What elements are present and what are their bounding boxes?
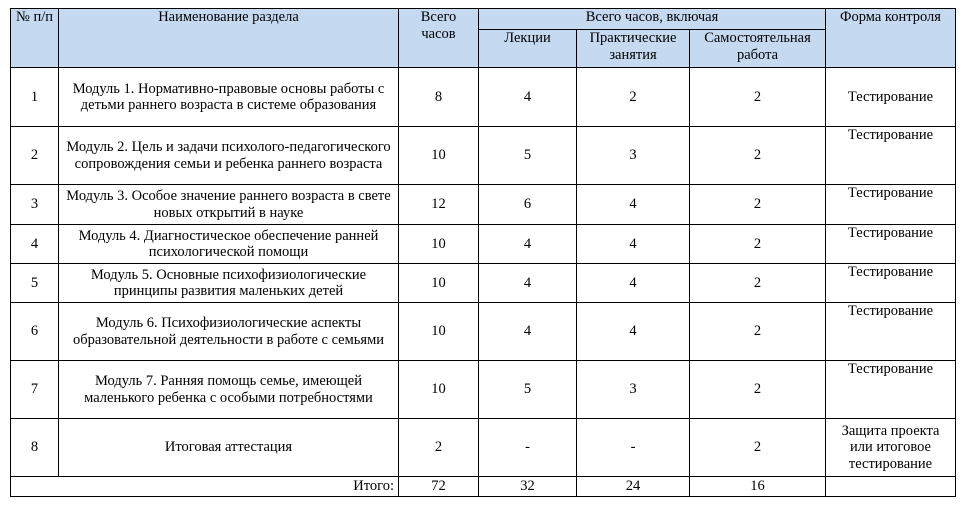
row-selfwork: 2 — [690, 303, 826, 361]
row-lectures: 4 — [479, 68, 577, 127]
row-lectures: - — [479, 419, 577, 477]
table-row — [11, 127, 956, 185]
row-form: Тестирование — [826, 185, 956, 225]
header-lectures: Лекции — [479, 30, 577, 68]
totals-practice: 24 — [577, 477, 690, 497]
row-selfwork: 2 — [690, 361, 826, 419]
row-num: 5 — [11, 264, 59, 303]
row-practice: 2 — [577, 68, 690, 127]
totals-total: 72 — [399, 477, 479, 497]
table-row — [11, 185, 956, 225]
row-total: 10 — [399, 361, 479, 419]
row-total: 10 — [399, 303, 479, 361]
row-form: Защита проекта или итоговое тестирование — [826, 419, 956, 477]
row-form: Тестирование — [826, 264, 956, 303]
totals-row — [11, 477, 956, 497]
curriculum-table — [10, 8, 956, 497]
row-total: 8 — [399, 68, 479, 127]
header-practice: Практические занятия — [577, 30, 690, 68]
row-num: 7 — [11, 361, 59, 419]
row-num: 3 — [11, 185, 59, 225]
row-name: Модуль 6. Психофизиологические аспекты образовательной деятельности в работе с семьями — [59, 303, 399, 361]
row-num: 2 — [11, 127, 59, 185]
table-row — [11, 225, 956, 264]
row-form: Тестирование — [826, 225, 956, 264]
row-practice: 3 — [577, 361, 690, 419]
row-total: 12 — [399, 185, 479, 225]
header-selfwork: Самостоятельная работа — [690, 30, 826, 68]
header-num: № п/п — [11, 9, 59, 68]
row-name: Модуль 3. Особое значение раннего возраста в свете новых открытий в науке — [59, 185, 399, 225]
row-name: Итоговая аттестация — [59, 419, 399, 477]
row-practice: 3 — [577, 127, 690, 185]
header-group: Всего часов, включая — [479, 9, 826, 30]
table-row — [11, 303, 956, 361]
row-form: Тестирование — [826, 68, 956, 127]
totals-label: Итого: — [11, 477, 399, 497]
row-practice: 4 — [577, 264, 690, 303]
table-row — [11, 361, 956, 419]
row-form: Тестирование — [826, 361, 956, 419]
row-lectures: 4 — [479, 225, 577, 264]
table-row — [11, 264, 956, 303]
header-name: Наименование раздела — [59, 9, 399, 68]
table-row — [11, 419, 956, 477]
row-practice: 4 — [577, 225, 690, 264]
row-practice: 4 — [577, 185, 690, 225]
row-form: Тестирование — [826, 303, 956, 361]
row-lectures: 4 — [479, 303, 577, 361]
table-row — [11, 68, 956, 127]
row-num: 1 — [11, 68, 59, 127]
row-selfwork: 2 — [690, 264, 826, 303]
row-selfwork: 2 — [690, 225, 826, 264]
row-practice: 4 — [577, 303, 690, 361]
totals-selfwork: 16 — [690, 477, 826, 497]
row-num: 8 — [11, 419, 59, 477]
row-lectures: 4 — [479, 264, 577, 303]
row-total: 2 — [399, 419, 479, 477]
row-name: Модуль 2. Цель и задачи психолого-педагогического сопровождения семьи и ребенка раннего возраста — [59, 127, 399, 185]
totals-form — [826, 477, 956, 497]
row-total: 10 — [399, 225, 479, 264]
row-practice: - — [577, 419, 690, 477]
row-selfwork: 2 — [690, 419, 826, 477]
row-lectures: 5 — [479, 127, 577, 185]
row-selfwork: 2 — [690, 127, 826, 185]
row-num: 6 — [11, 303, 59, 361]
row-total: 10 — [399, 264, 479, 303]
row-name: Модуль 5. Основные психофизиологические принципы развития маленьких детей — [59, 264, 399, 303]
row-num: 4 — [11, 225, 59, 264]
header-total: Всего часов — [399, 9, 479, 68]
row-selfwork: 2 — [690, 185, 826, 225]
totals-lectures: 32 — [479, 477, 577, 497]
row-name: Модуль 7. Ранняя помощь семье, имеющей маленького ребенка с особыми потребностями — [59, 361, 399, 419]
row-form: Тестирование — [826, 127, 956, 185]
table-body — [11, 68, 956, 497]
row-selfwork: 2 — [690, 68, 826, 127]
row-total: 10 — [399, 127, 479, 185]
header-form: Форма контроля — [826, 9, 956, 68]
row-name: Модуль 1. Нормативно-правовые основы работы с детьми раннего возраста в системе образования — [59, 68, 399, 127]
row-lectures: 6 — [479, 185, 577, 225]
row-lectures: 5 — [479, 361, 577, 419]
row-name: Модуль 4. Диагностическое обеспечение ранней психологической помощи — [59, 225, 399, 264]
table-header — [11, 9, 956, 68]
